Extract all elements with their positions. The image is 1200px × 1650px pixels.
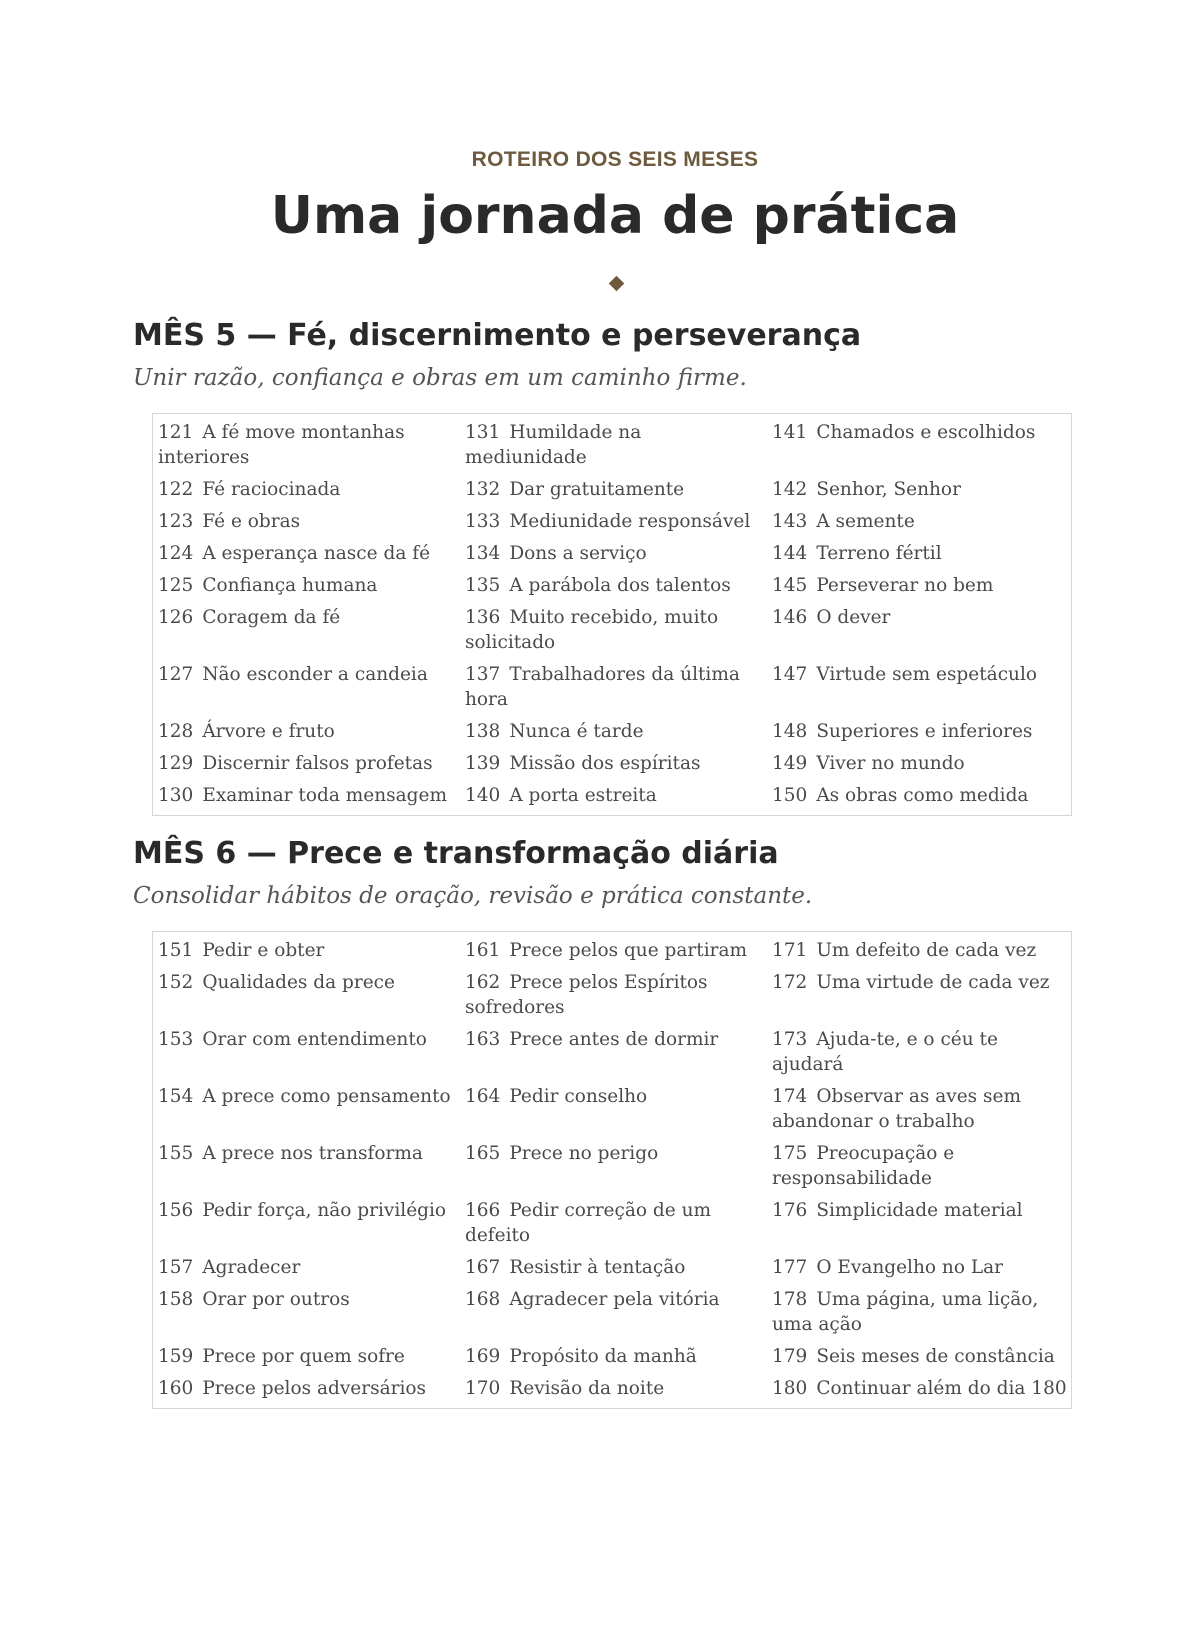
topic-item [460,602,767,659]
topic-item [767,748,1071,780]
topic-day-number: 134 [465,543,501,564]
topic-title: Resistir à tentação [509,1257,686,1278]
topic-item [460,748,767,780]
topic-title: Orar por outros [202,1289,350,1310]
topic-title: Seis meses de constância [816,1346,1055,1367]
topic-item [767,417,1071,474]
topic-title: Dons a serviço [509,543,647,564]
topic-title: Uma virtude de cada vez [816,972,1050,993]
topic-title: Fé e obras [202,511,301,532]
topic-item [460,1195,767,1252]
topic-title: Examinar toda mensagem [202,785,447,806]
topic-item [767,538,1071,570]
topic-item [153,417,460,474]
topic-day-number: 175 [772,1143,808,1164]
topic-item [460,417,767,474]
topic-item [153,1341,460,1373]
topic-day-number: 139 [465,753,501,774]
topic-title: Árvore e fruto [202,721,335,742]
topic-title: Coragem da fé [202,607,341,628]
topic-title: A fé move montanhas interiores [158,422,405,468]
topic-day-number: 150 [772,785,808,806]
topic-day-number: 128 [158,721,194,742]
topic-item [767,1138,1071,1195]
topic-day-number: 123 [158,511,194,532]
month-5-heading: MÊS 5 — Fé, discernimento e perseverança [133,318,862,353]
topic-day-number: 156 [158,1200,194,1221]
topic-title: Preocupação e responsabilidade [772,1143,955,1189]
topic-item [460,1081,767,1138]
topic-title: Prece pelos Espíritos sofredores [465,972,708,1018]
topic-day-number: 162 [465,972,501,993]
topic-title: O dever [816,607,891,628]
topic-title: Prece por quem sofre [202,1346,405,1367]
topic-day-number: 171 [772,940,808,961]
topic-day-number: 141 [772,422,808,443]
topic-item [767,1341,1071,1373]
topic-item [153,1024,460,1081]
topic-day-number: 138 [465,721,501,742]
topic-title: Pedir e obter [202,940,325,961]
topic-item [153,716,460,748]
topic-title: Humildade na mediunidade [465,422,642,468]
topic-item [153,1138,460,1195]
page-title: Uma jornada de prática [270,186,960,246]
topic-title: Orar com entendimento [202,1029,427,1050]
topic-item [460,967,767,1024]
month-6-topic-grid [152,931,1072,1409]
topic-day-number: 174 [772,1086,808,1107]
topic-day-number: 136 [465,607,501,628]
topic-title: Propósito da manhã [509,1346,697,1367]
topic-title: Qualidades da prece [202,972,395,993]
topic-day-number: 151 [158,940,194,961]
topic-day-number: 167 [465,1257,501,1278]
topic-item [153,967,460,1024]
topic-item [153,780,460,812]
topic-day-number: 135 [465,575,501,596]
topic-item [767,935,1071,967]
topic-day-number: 159 [158,1346,194,1367]
topic-title: Mediunidade responsável [509,511,751,532]
topic-day-number: 149 [772,753,808,774]
topic-title: Pedir correção de um defeito [465,1200,712,1246]
topic-title: Agradecer pela vitória [509,1289,720,1310]
section-kicker: ROTEIRO DOS SEIS MESES [471,148,759,171]
topic-item [460,1138,767,1195]
topic-day-number: 176 [772,1200,808,1221]
month-6-heading: MÊS 6 — Prece e transformação diária [133,836,779,871]
topic-day-number: 173 [772,1029,808,1050]
topic-title: Pedir conselho [509,1086,648,1107]
topic-title: Fé raciocinada [202,479,341,500]
topic-day-number: 124 [158,543,194,564]
topic-item [767,716,1071,748]
topic-item [153,474,460,506]
topic-item [767,506,1071,538]
topic-title: Prece pelos adversários [202,1378,426,1399]
topic-day-number: 153 [158,1029,194,1050]
topic-title: Dar gratuitamente [509,479,685,500]
topic-item [767,1284,1071,1341]
topic-item [153,506,460,538]
topic-title: Um defeito de cada vez [816,940,1037,961]
topic-title: Virtude sem espetáculo [816,664,1038,685]
topic-title: Superiores e inferiores [816,721,1033,742]
topic-day-number: 140 [465,785,501,806]
topic-day-number: 126 [158,607,194,628]
topic-item [460,1373,767,1405]
topic-day-number: 121 [158,422,194,443]
topic-day-number: 170 [465,1378,501,1399]
topic-title: Não esconder a candeia [202,664,428,685]
topic-title: Discernir falsos profetas [202,753,433,774]
topic-title: Nunca é tarde [509,721,644,742]
month-5-subtitle: Unir razão, confiança e obras em um caminho firme. [133,365,747,391]
topic-day-number: 155 [158,1143,194,1164]
topic-day-number: 165 [465,1143,501,1164]
topic-title: A porta estreita [509,785,657,806]
topic-item [460,659,767,716]
topic-item [153,1284,460,1341]
topic-day-number: 145 [772,575,808,596]
topic-day-number: 179 [772,1346,808,1367]
topic-day-number: 122 [158,479,194,500]
topic-title: A esperança nasce da fé [202,543,431,564]
topic-day-number: 133 [465,511,501,532]
topic-day-number: 130 [158,785,194,806]
topic-title: Simplicidade material [816,1200,1023,1221]
topic-day-number: 152 [158,972,194,993]
topic-item [767,1081,1071,1138]
topic-day-number: 166 [465,1200,501,1221]
topic-item [460,780,767,812]
topic-title: As obras como medida [816,785,1029,806]
topic-day-number: 146 [772,607,808,628]
topic-item [767,967,1071,1024]
topic-item [767,780,1071,812]
topic-title: Agradecer [202,1257,301,1278]
topic-day-number: 164 [465,1086,501,1107]
topic-item [153,538,460,570]
topic-title: O Evangelho no Lar [816,1257,1003,1278]
topic-day-number: 169 [465,1346,501,1367]
topic-day-number: 172 [772,972,808,993]
topic-item [153,1195,460,1252]
topic-day-number: 158 [158,1289,194,1310]
topic-title: Senhor, Senhor [816,479,961,500]
topic-item [153,602,460,659]
topic-day-number: 127 [158,664,194,685]
topic-day-number: 144 [772,543,808,564]
topic-title: Muito recebido, muito solicitado [465,607,719,653]
topic-item [767,1373,1071,1405]
topic-title: A prece nos transforma [202,1143,423,1164]
topic-item [460,1252,767,1284]
topic-title: A parábola dos talentos [509,575,731,596]
topic-title: Prece antes de dormir [509,1029,719,1050]
topic-item [153,659,460,716]
topic-title: Prece pelos que partiram [509,940,748,961]
topic-title: Terreno fértil [816,543,942,564]
topic-item [767,1252,1071,1284]
topic-title: Trabalhadores da última hora [465,664,740,710]
topic-title: Prece no perigo [509,1143,659,1164]
diamond-ornament-icon [609,276,625,292]
topic-day-number: 143 [772,511,808,532]
topic-day-number: 129 [158,753,194,774]
topic-item [153,935,460,967]
topic-day-number: 178 [772,1289,808,1310]
topic-item [767,570,1071,602]
topic-day-number: 147 [772,664,808,685]
topic-item [460,935,767,967]
topic-title: Pedir força, não privilégio [202,1200,447,1221]
topic-item [153,1373,460,1405]
topic-item [460,1024,767,1081]
topic-item [153,570,460,602]
topic-item [767,1195,1071,1252]
topic-item [767,602,1071,659]
topic-day-number: 154 [158,1086,194,1107]
topic-day-number: 137 [465,664,501,685]
month-5-topic-grid [152,413,1072,816]
topic-day-number: 142 [772,479,808,500]
topic-day-number: 163 [465,1029,501,1050]
topic-title: Observar as aves sem abandonar o trabalho [772,1086,1022,1132]
topic-title: A prece como pensamento [202,1086,451,1107]
topic-item [153,1081,460,1138]
topic-day-number: 131 [465,422,501,443]
topic-title: Uma página, uma lição, uma ação [772,1289,1039,1335]
topic-day-number: 132 [465,479,501,500]
topic-item [460,716,767,748]
topic-title: Perseverar no bem [816,575,994,596]
topic-item [153,748,460,780]
topic-title: Confiança humana [202,575,378,596]
topic-title: Viver no mundo [816,753,965,774]
topic-item [767,474,1071,506]
topic-item [460,506,767,538]
topic-day-number: 177 [772,1257,808,1278]
topic-day-number: 148 [772,721,808,742]
topic-item [460,474,767,506]
topic-title: Chamados e escolhidos [816,422,1036,443]
month-6-subtitle: Consolidar hábitos de oração, revisão e prática constante. [133,883,813,909]
topic-day-number: 168 [465,1289,501,1310]
topic-item [767,1024,1071,1081]
topic-title: A semente [816,511,915,532]
topic-day-number: 157 [158,1257,194,1278]
topic-title: Ajuda-te, e o céu te ajudará [772,1029,998,1075]
topic-day-number: 125 [158,575,194,596]
topic-day-number: 161 [465,940,501,961]
topic-item [460,1284,767,1341]
topic-day-number: 180 [772,1378,808,1399]
topic-title: Revisão da noite [509,1378,665,1399]
topic-title: Missão dos espíritas [509,753,701,774]
topic-item [767,659,1071,716]
topic-item [153,1252,460,1284]
topic-item [460,538,767,570]
topic-title: Continuar além do dia 180 [816,1378,1067,1399]
topic-item [460,1341,767,1373]
topic-day-number: 160 [158,1378,194,1399]
topic-item [460,570,767,602]
